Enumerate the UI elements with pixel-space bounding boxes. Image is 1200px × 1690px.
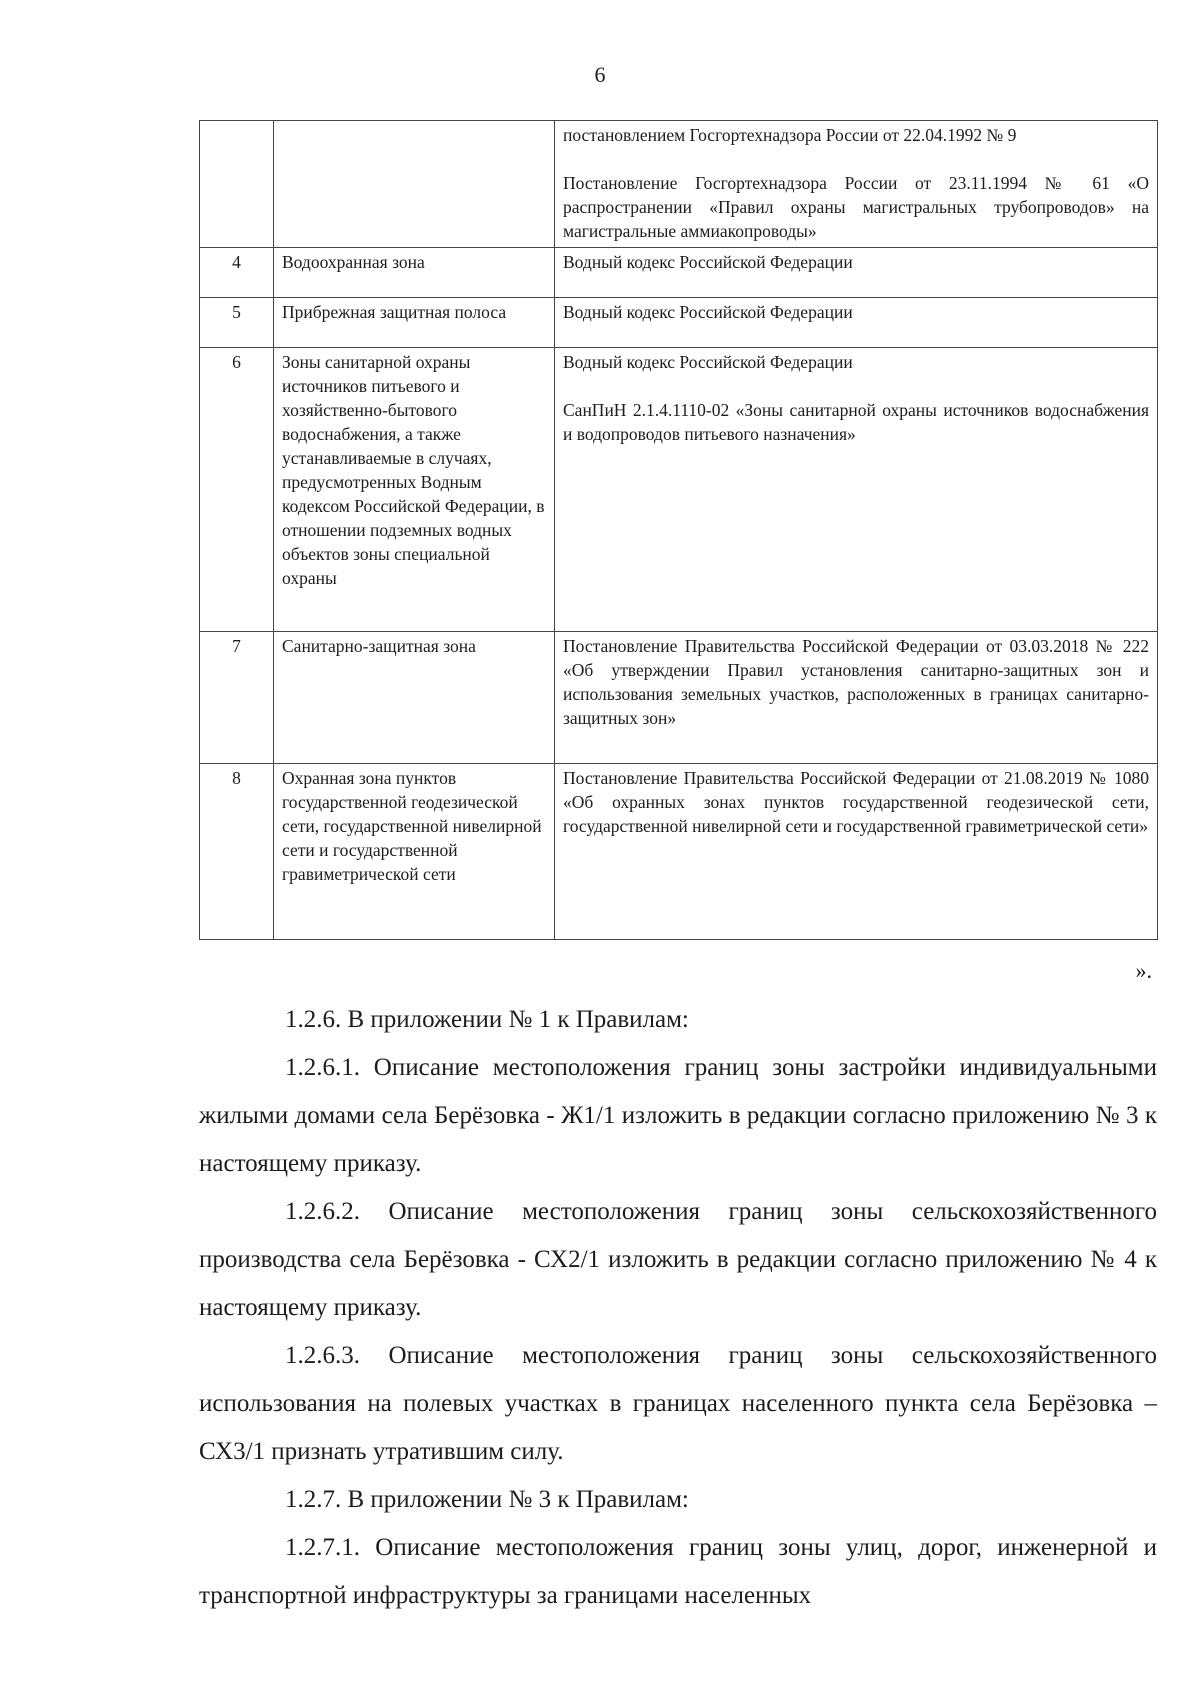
paragraph: 1.2.6. В приложении № 1 к Правилам: xyxy=(285,1006,689,1033)
zone-name: Охранная зона пунктов государственной геодезической сети, государственной нивелирной сети и государственной гравиметрической сети xyxy=(274,764,555,940)
legal-document: Водный кодекс Российской Федерации xyxy=(563,352,853,372)
table-row xyxy=(200,764,1158,940)
body-text xyxy=(199,996,1157,1620)
legal-basis xyxy=(555,121,1158,248)
table-row xyxy=(200,348,1158,632)
page-number: 6 xyxy=(594,62,606,87)
legal-document: СанПиН 2.1.4.1110-02 «Зоны санитарной охраны источников водоснабжения и водопроводов питьевого назначения» xyxy=(563,400,1149,444)
row-number: 8 xyxy=(200,764,274,940)
row-number: 4 xyxy=(200,248,274,298)
table-row xyxy=(200,298,1158,348)
table-row xyxy=(200,121,1158,248)
row-number: 7 xyxy=(200,632,274,764)
legal-basis xyxy=(555,348,1158,632)
closing-quote: ». xyxy=(1135,958,1152,983)
row-number xyxy=(200,121,274,248)
legal-basis xyxy=(555,764,1158,940)
zone-name: Водоохранная зона xyxy=(274,248,555,298)
zone-name xyxy=(274,121,555,248)
legal-document: постановлением Госгортехнадзора России от 22.04.1992 № 9 xyxy=(563,125,1017,145)
row-number: 6 xyxy=(200,348,274,632)
legal-document: Постановление Госгортехнадзора России от 23.11.1994 № 61 «О распространении «Правил охраны магистральных трубопроводов» на магистральные аммиакопроводы» xyxy=(563,173,1149,241)
table-row xyxy=(200,248,1158,298)
zone-name: Санитарно-защитная зона xyxy=(274,632,555,764)
paragraph: 1.2.7.1. Описание местоположения границ зоны улиц, дорог, инженерной и транспортной инфраструктуры за границами населенных xyxy=(199,1534,1157,1609)
paragraph: 1.2.6.3. Описание местоположения границ зоны сельскохозяйственного использования на полевых участках в границах населенного пункта села Берёзовка – СХ3/1 признать утратившим силу. xyxy=(199,1342,1157,1465)
legal-basis xyxy=(555,632,1158,764)
table-row xyxy=(200,632,1158,764)
legal-document: Водный кодекс Российской Федерации xyxy=(563,302,853,322)
legal-basis xyxy=(555,298,1158,348)
zones-table xyxy=(199,120,1158,940)
legal-document: Постановление Правительства Российской Федерации от 21.08.2019 № 1080 «Об охранных зонах пунктов государственной геодезической сети, государственной нивелирной сети и государственной гравиметрической сети» xyxy=(563,768,1149,836)
legal-document: Постановление Правительства Российской Федерации от 03.03.2018 № 222 «Об утверждении Правил установления санитарно-защитных зон и использования земельных участков, расположенных в границах санитарно-защитных зон» xyxy=(563,636,1149,728)
row-number: 5 xyxy=(200,298,274,348)
paragraph: 1.2.7. В приложении № 3 к Правилам: xyxy=(285,1486,689,1513)
paragraph: 1.2.6.1. Описание местоположения границ зоны застройки индивидуальными жилыми домами села Берёзовка - Ж1/1 изложить в редакции согласно приложению № 3 к настоящему приказу. xyxy=(199,1054,1157,1177)
paragraph: 1.2.6.2. Описание местоположения границ зоны сельскохозяйственного производства села Берёзовка - СХ2/1 изложить в редакции согласно приложению № 4 к настоящему приказу. xyxy=(199,1198,1157,1321)
zone-name: Зоны санитарной охраны источников питьевого и хозяйственно-бытового водоснабжения, а также устанавливаемые в случаях, предусмотренных Водным кодексом Российской Федерации, в отношении подземных водных объектов зоны специальной охраны xyxy=(274,348,555,632)
zone-name: Прибрежная защитная полоса xyxy=(274,298,555,348)
legal-document: Водный кодекс Российской Федерации xyxy=(563,252,853,272)
legal-basis xyxy=(555,248,1158,298)
